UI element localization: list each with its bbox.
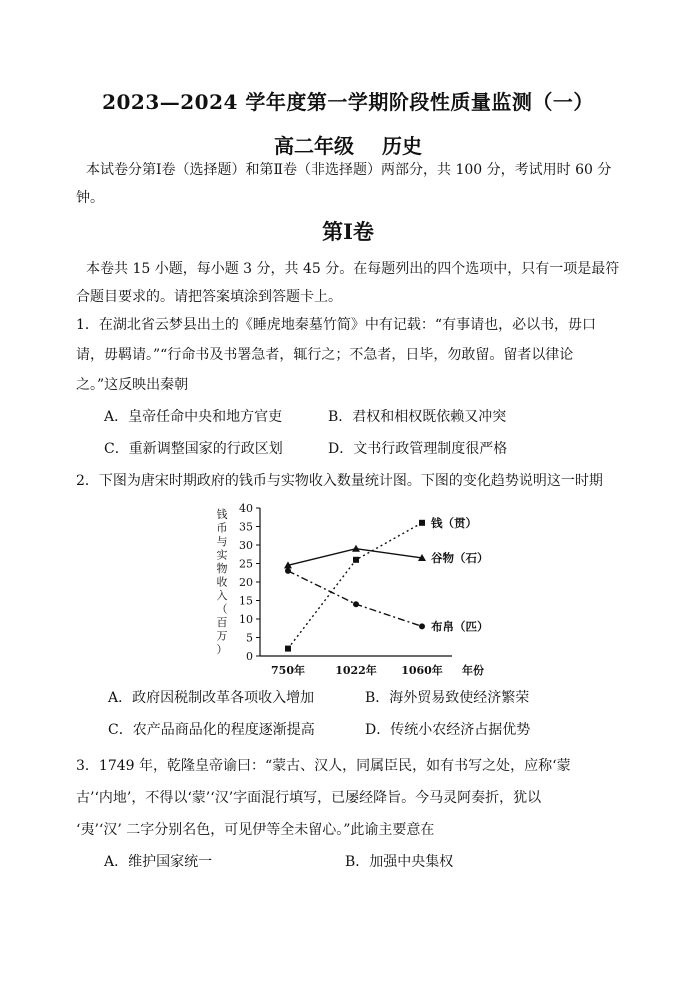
data-point: [353, 601, 359, 607]
y-tick-label: 25: [239, 557, 253, 571]
data-point: [419, 520, 425, 526]
q1-option-b: B．君权和相权既依赖又冲突: [328, 409, 507, 425]
y-tick-label: 20: [239, 576, 253, 589]
q2-stem-line-1: 2．下图为唐宋时期政府的钱币与实物收入数量统计图。下图的变化趋势说明这一时期: [76, 473, 603, 489]
section-instruction-line-1: 本卷共 15 小题，每小题 3 分，共 45 分。在每题列出的四个选项中，只有一项是最符: [86, 261, 620, 277]
data-point: [419, 623, 425, 629]
q2-option-d: D．传统小农经济占据优势: [365, 722, 531, 738]
series-line: [288, 571, 422, 627]
q1-option-a: A．皇帝任命中央和地方官吏: [104, 409, 283, 425]
q2-option-a: A．政府因税制改革各项收入增加: [108, 690, 315, 706]
series-label: 布帛（匹）: [431, 619, 489, 634]
y-tick-label: 40: [239, 502, 253, 515]
y-tick-label: 5: [246, 631, 253, 645]
q3-stem-line-3: ‘夷’‘汉’ 二字分别名色，可见伊等全未留心。”此谕主要意在: [76, 822, 435, 838]
q1-option-c: C．重新调整国家的行政区划: [104, 441, 283, 457]
y-tick-label: 10: [239, 613, 253, 626]
y-tick-label: 35: [239, 520, 253, 534]
q1-stem-line-2: 请，毋羁请。”“行命书及书署急者，辄行之；不急者，日毕，勿敢留。留者以律论: [76, 347, 574, 363]
x-tick-label: 1060年: [401, 664, 443, 677]
q3-stem-line-1: 3．1749 年，乾隆皇帝谕曰：“蒙古、汉人，同属臣民，如有书写之处，应称‘蒙: [76, 758, 571, 774]
subject-label: 历史: [382, 134, 422, 158]
data-point: [285, 646, 291, 652]
y-tick-label: 15: [239, 594, 253, 608]
intro-line-1: 本试卷分第Ⅰ卷（选择题）和第Ⅱ卷（非选择题）两部分，共 100 分，考试用时 60 分: [86, 162, 612, 178]
data-point: [285, 568, 291, 574]
q1-stem-line-3: 之。”这反映出秦朝: [76, 377, 189, 393]
grade-label: 高二年级: [274, 134, 354, 158]
series-line: [288, 523, 422, 649]
q3-stem-line-2: 古’‘内地’，不得以‘蒙’‘汉’字面混行填写，已屡经降旨。今马灵阿奏折，犹以: [76, 790, 542, 806]
data-point: [353, 557, 359, 563]
x-tick-label: 1022年: [335, 664, 377, 677]
q3-option-a: A．维护国家统一: [104, 854, 213, 870]
intro-line-2: 钟。: [76, 190, 104, 206]
grade-subject-heading: [0, 130, 696, 159]
q2-option-c: C．农产品商品化的程度逐渐提高: [108, 722, 315, 738]
exam-title: 2023—2024 学年度第一学期阶段性质量监测（一）: [102, 90, 594, 114]
y-tick-label: 0: [246, 650, 253, 663]
revenue-line-chart: [200, 494, 520, 684]
q1-option-d: D．文书行政管理制度很严格: [328, 441, 508, 457]
y-tick-label: 30: [239, 539, 253, 552]
section-title: 第Ⅰ卷: [322, 219, 374, 244]
q1-stem-line-1: 1．在湖北省云梦县出土的《睡虎地秦墓竹简》中有记载：“有事请也，必以书，毋口: [76, 317, 597, 333]
q2-option-b: B．海外贸易致使经济繁荣: [365, 690, 530, 706]
x-axis-label: 年份: [462, 664, 484, 677]
section-instruction-line-2: 合题目要求的。请把答案填涂到答题卡上。: [76, 289, 342, 305]
series-label: 谷物（石）: [431, 550, 489, 565]
q3-option-b: B．加强中央集权: [345, 854, 454, 870]
series-label: 钱（贯）: [431, 515, 477, 530]
chart-y-axis-label: 钱币与实物收入（百万）: [216, 508, 228, 656]
data-point: [352, 545, 360, 552]
x-tick-label: 750年: [271, 664, 305, 677]
